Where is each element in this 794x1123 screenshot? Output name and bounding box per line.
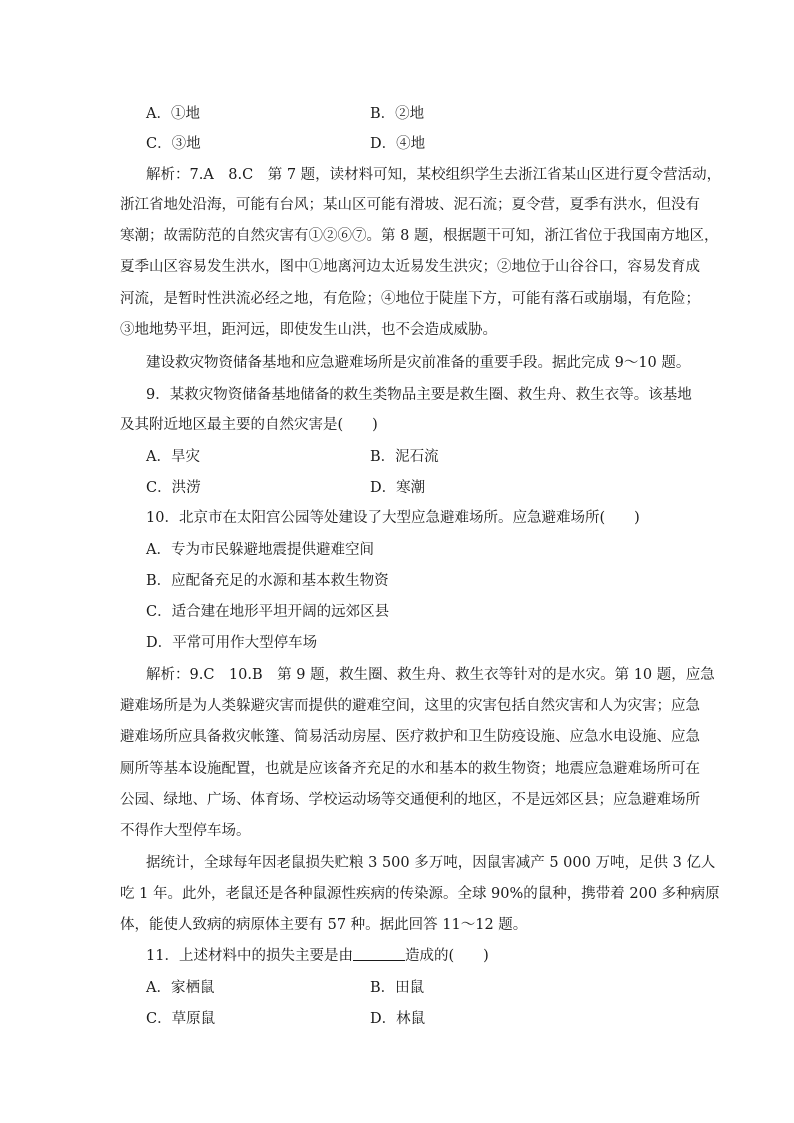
option-b: B．②地	[370, 106, 425, 122]
q7-options-row-2	[146, 134, 706, 154]
option-b: B．应配备充足的水源和基本救生物资	[146, 573, 389, 589]
option-a: A．专为市民躲避地震提供避难空间	[146, 542, 374, 558]
analysis-line: 解析：7.A 8.C 第 7 题，读材料可知，某校组织学生去浙江省某山区进行夏令营活动，	[146, 167, 722, 183]
analysis-line: ③地地势平坦，距河远，即使发生山洪，也不会造成威胁。	[120, 322, 497, 338]
option-c: C．洪涝	[146, 480, 201, 496]
option-d: D．平常可用作大型停车场	[146, 635, 318, 651]
question-stem: 10．北京市在太阳宫公园等处建设了大型应急避难场所。应急避难场所( )	[146, 510, 640, 526]
q11-options-row-2	[146, 1009, 706, 1029]
analysis-line: 不得作大型停车场。	[120, 823, 251, 839]
option-a: A．家栖鼠	[146, 980, 215, 996]
analysis-line: 解析：9.C 10.B 第 9 题，救生圈、救生舟、救生衣等针对的是水灾。第 10 题，应急	[146, 667, 715, 683]
material-line: 据统计，全球每年因老鼠损失贮粮 3 500 多万吨，因鼠害减产 5 000 万吨，足供 3 亿人	[146, 855, 716, 871]
q7-options-row-1	[146, 104, 706, 124]
analysis-line: 河流，是暂时性洪流必经之地，有危险；④地位于陡崖下方，可能有落石或崩塌，有危险；	[120, 291, 700, 307]
option-b: B．田鼠	[370, 980, 425, 996]
option-d: D．林鼠	[370, 1011, 426, 1027]
q9-options-row-2	[146, 478, 706, 498]
analysis-line: 避难场所应具备救灾帐篷、简易活动房屋、医疗救护和卫生防疫设施、应急水电设施、应急	[120, 729, 700, 745]
option-b: B．泥石流	[370, 449, 439, 465]
material-line: 吃 1 年。此外，老鼠还是各种鼠源性疾病的传染源。全球 90%的鼠种，携带着 200 多种病原	[120, 886, 720, 902]
analysis-line: 夏季山区容易发生洪水，图中①地离河边太近易发生洪灾；②地位于山谷谷口，容易发育成	[120, 259, 700, 275]
analysis-line: 公园、绿地、广场、体育场、学校运动场等交通便利的地区，不是远郊区县；应急避难场所	[120, 792, 700, 808]
question-stem-after: 造成的( )	[404, 948, 489, 964]
question-stem	[146, 946, 489, 966]
q9-options-row-1	[146, 447, 706, 467]
analysis-line: 浙江省地处沿海，可能有台风；某山区可能有滑坡、泥石流；夏令营，夏季有洪水，但没有	[120, 197, 700, 213]
material-line: 体，能使人致病的病原体主要有 57 种。据此回答 11～12 题。	[120, 917, 528, 933]
option-d: D．寒潮	[370, 480, 426, 496]
option-c: C．草原鼠	[146, 1011, 216, 1027]
question-stem-before: 11．上述材料中的损失主要是由	[146, 948, 353, 964]
analysis-line: 寒潮；故需防范的自然灾害有①②⑥⑦。第 8 题，根据题干可知，浙江省位于我国南方地区，	[120, 228, 719, 244]
option-c: C．③地	[146, 136, 201, 152]
option-a: A．旱灾	[146, 449, 200, 465]
question-stem: 9．某救灾物资储备基地储备的救生类物品主要是救生圈、救生舟、救生衣等。该基地	[146, 387, 692, 403]
option-c: C．适合建在地形平坦开阔的远郊区县	[146, 604, 390, 620]
analysis-line: 厕所等基本设施配置，也就是应该备齐充足的水和基本的救生物资；地震应急避难场所可在	[120, 761, 700, 777]
analysis-line: 避难场所是为人类躲避灾害而提供的避难空间，这里的灾害包括自然灾害和人为灾害；应急	[120, 698, 700, 714]
option-a: A．①地	[146, 106, 200, 122]
question-stem: 及其附近地区最主要的自然灾害是( )	[120, 417, 378, 433]
q11-options-row-1	[146, 978, 706, 998]
option-d: D．④地	[370, 136, 426, 152]
fill-in-blank	[353, 946, 405, 961]
material-intro-9-10: 建设救灾物资储备基地和应急避难场所是灾前准备的重要手段。据此完成 9～10 题。	[146, 355, 691, 371]
